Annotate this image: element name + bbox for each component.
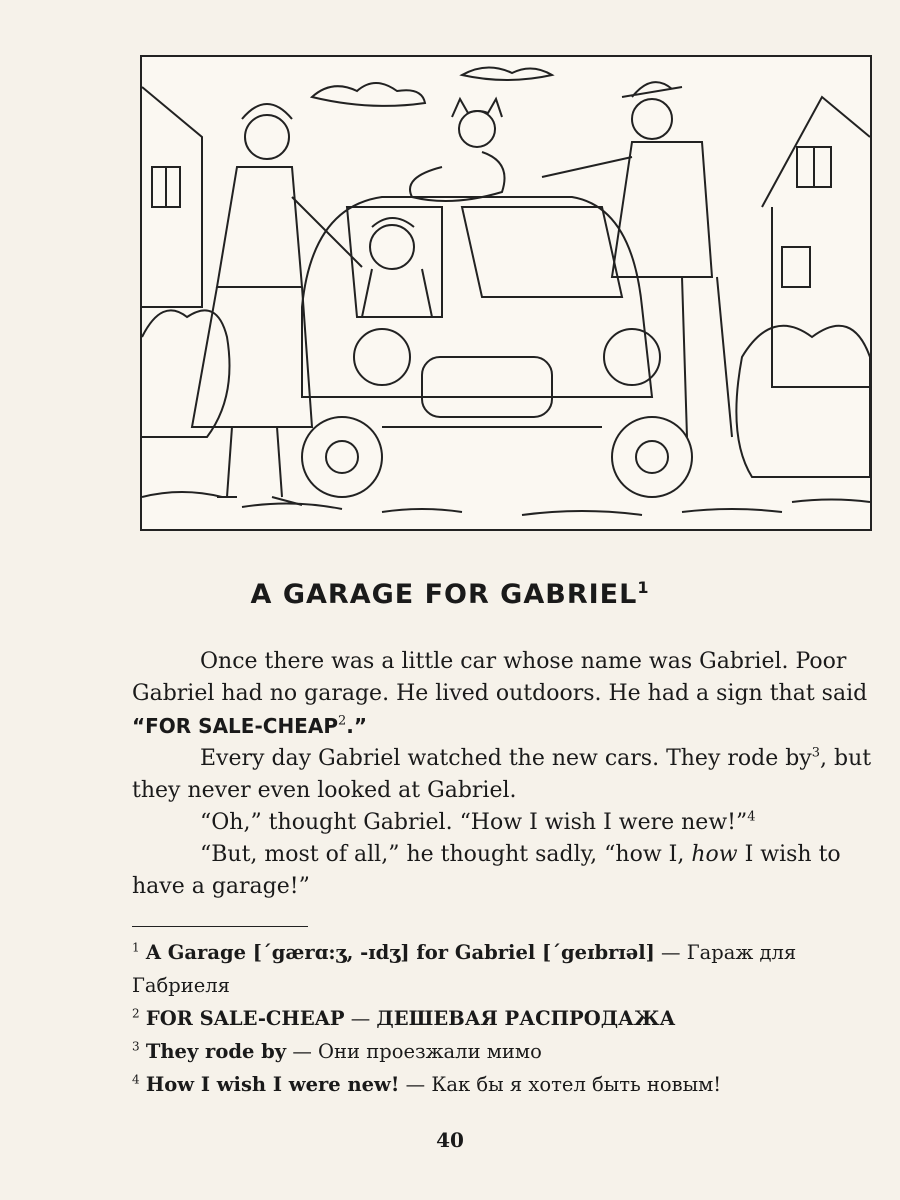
footnote-ref: 1 <box>637 578 650 597</box>
footnote-4: $^4$ How I wish I were new! — Как бы я хотел быть новым! <box>132 1072 722 1096</box>
story-paragraph: “Oh,” thought Gabriel. “How I wish I were new!”$^4$ <box>200 809 756 835</box>
story-illustration <box>140 55 872 531</box>
story-paragraph: Every day Gabriel watched the new cars. They rode $by^3$, but they never even looked at Gabriel. <box>132 745 872 803</box>
footnote-1: $^1$ A Garage [ˊgærɑ:ʒ, -ɪdʒ] for Gabriel [ˊgeɪbrɪəl] — Гараж для Габриеля <box>132 940 797 997</box>
footnote-2: $^2$ FOR SALE-CHEAP — ДЕШЕВАЯ РАСПРОДАЖА <box>132 1006 676 1030</box>
story-paragraph: Once there was a little car whose name was Gabriel. Poor Gabriel had no garage. He lived outdoors. He had a sign that said “FOR SALE-CHEAP$^2$.” <box>132 649 868 738</box>
footnote-3: $^3$ They rode by — Они проезжали мимо <box>132 1039 542 1063</box>
page-title: A GARAGE FOR GABRIEL$^1$ <box>250 578 650 610</box>
illustration-drawing <box>142 57 870 529</box>
story-paragraph: “But, most of all,” he thought sadly, “how I, how I wish to have a garage!” <box>132 842 841 899</box>
story-text <box>132 646 872 903</box>
footnote-divider <box>132 926 308 927</box>
page-number: 40 <box>436 1128 464 1152</box>
footnote-ref: 2 <box>337 713 347 729</box>
footnote-ref: 3 <box>811 745 821 761</box>
footnotes <box>132 936 872 1101</box>
footnote-ref: 4 <box>747 809 756 825</box>
